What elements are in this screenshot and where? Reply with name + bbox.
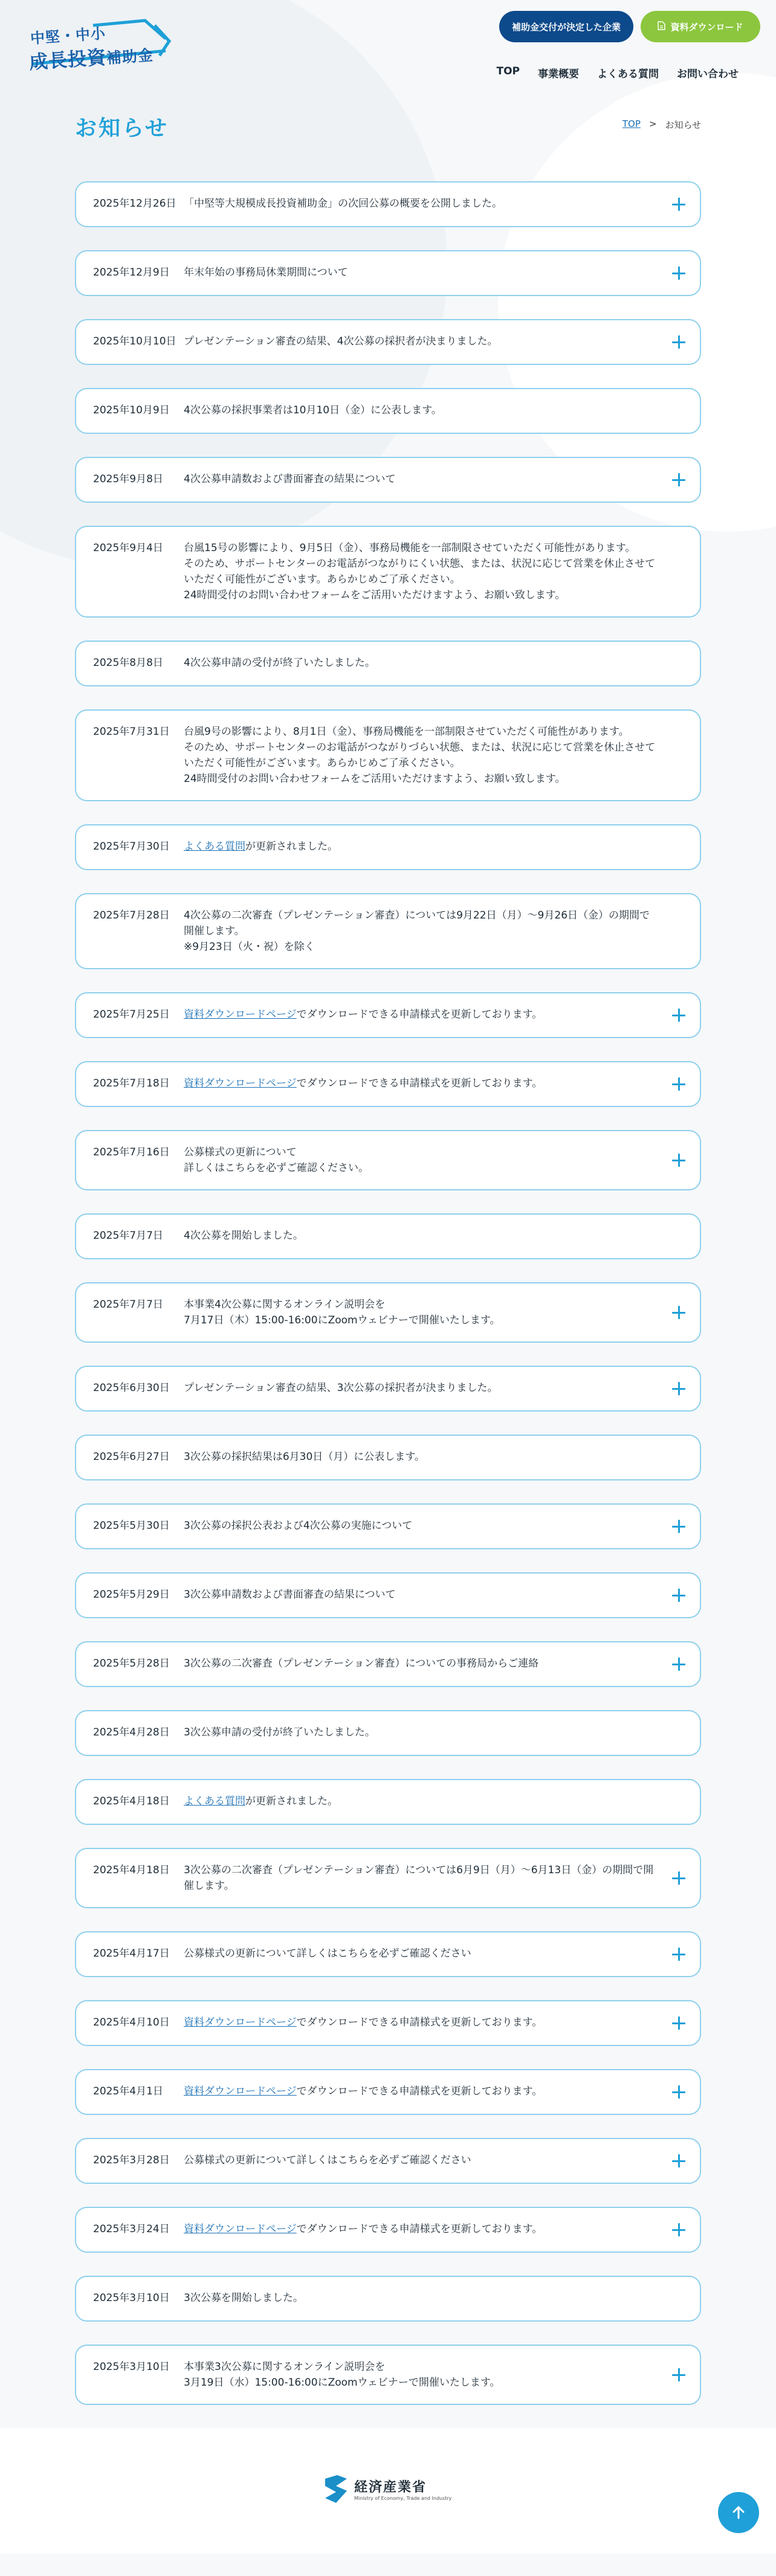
download-button-label: 資料ダウンロード bbox=[670, 21, 743, 33]
news-inline-link[interactable]: 資料ダウンロードページ bbox=[184, 1009, 297, 1021]
breadcrumb-current: お知らせ bbox=[665, 120, 701, 131]
news-date: 2025年6月30日 bbox=[93, 1382, 170, 1394]
plus-icon[interactable] bbox=[672, 1382, 685, 1395]
news-item[interactable] bbox=[75, 824, 701, 870]
news-text-line bbox=[184, 1587, 658, 1603]
news-inline-link[interactable]: 資料ダウンロードページ bbox=[184, 2223, 297, 2235]
news-date: 2025年7月28日 bbox=[93, 909, 170, 922]
news-text bbox=[184, 196, 658, 211]
news-text-line bbox=[184, 265, 658, 280]
news-text-line bbox=[184, 1076, 658, 1091]
news-text-line bbox=[184, 2084, 658, 2099]
news-date: 2025年12月9日 bbox=[93, 266, 170, 279]
news-date: 2025年7月25日 bbox=[93, 1009, 170, 1021]
news-text-segment: でダウンロードできる申請様式を更新しております。 bbox=[296, 2016, 543, 2029]
news-date: 2025年4月1日 bbox=[93, 2085, 163, 2097]
news-text-line bbox=[184, 2152, 658, 2168]
page-title: お知らせ bbox=[75, 116, 169, 141]
news-text bbox=[184, 471, 658, 487]
news-text-segment: でダウンロードできる申請様式を更新しております。 bbox=[296, 1077, 543, 1089]
news-text-segment: 「中堅等大規模成長投資補助金」の次回公募の概要を公開しました。 bbox=[184, 198, 502, 210]
news-text bbox=[184, 2221, 658, 2237]
news-text-segment: そのため、サポートセンターのお電話がつながりづらい状態、または、状況に応じて営業を休止させていただく可能性がございます。あらかじめご了承ください。 bbox=[184, 741, 656, 769]
site-logo[interactable] bbox=[27, 13, 178, 74]
news-text bbox=[184, 2290, 658, 2306]
news-date: 2025年6月27日 bbox=[93, 1451, 170, 1463]
news-text-line bbox=[184, 334, 658, 349]
news-text-line bbox=[184, 1518, 658, 1534]
news-text-segment: 3次公募申請数および書面審査の結果について bbox=[184, 1589, 396, 1601]
plus-icon[interactable] bbox=[672, 1520, 685, 1533]
news-text bbox=[184, 655, 658, 671]
plus-icon[interactable] bbox=[672, 1589, 685, 1602]
news-text-line bbox=[184, 2015, 658, 2030]
news-text-line bbox=[184, 1312, 658, 1328]
news-item[interactable] bbox=[75, 1931, 701, 1977]
news-text-line bbox=[184, 655, 658, 671]
news-text-line bbox=[184, 2359, 658, 2375]
logo-text-line2: 成長投資補助金 bbox=[28, 46, 154, 74]
news-text-line bbox=[184, 1007, 658, 1022]
news-text bbox=[184, 1228, 658, 1244]
news-text-line bbox=[184, 1160, 658, 1176]
news-text bbox=[184, 2084, 658, 2099]
news-text-segment: 3次公募の採択公表および4次公募の実施について bbox=[184, 1520, 413, 1532]
news-text bbox=[184, 908, 658, 955]
news-list bbox=[75, 181, 701, 2405]
news-text-segment: 3次公募の採択結果は6月30日（月）に公表します。 bbox=[184, 1451, 425, 1463]
news-text bbox=[184, 2359, 658, 2390]
news-item[interactable] bbox=[75, 250, 701, 296]
news-text bbox=[184, 334, 658, 349]
plus-icon[interactable] bbox=[672, 1948, 685, 1961]
news-text bbox=[184, 724, 658, 787]
news-item[interactable] bbox=[75, 1779, 701, 1825]
main-nav bbox=[496, 65, 739, 80]
news-text-line bbox=[184, 1656, 658, 1671]
news-text bbox=[184, 1380, 658, 1396]
plus-icon[interactable] bbox=[672, 2223, 685, 2236]
news-text-segment: 4次公募を開始しました。 bbox=[184, 1230, 303, 1242]
nav-contact[interactable]: お問い合わせ bbox=[677, 68, 739, 80]
news-text-line bbox=[184, 1725, 658, 1740]
news-text-line bbox=[184, 1946, 658, 1961]
news-text-segment: 3次公募を開始しました。 bbox=[184, 2292, 303, 2304]
news-date: 2025年3月24日 bbox=[93, 2223, 170, 2235]
adopted-companies-button[interactable]: 補助金交付が決定した企業 bbox=[499, 11, 633, 42]
news-date: 2025年4月18日 bbox=[93, 1795, 170, 1807]
news-text bbox=[184, 2015, 658, 2030]
news-text-segment: 台風15号の影響により、9月5日（金）、事務局機能を一部制限させていただく可能性があります。 bbox=[184, 542, 636, 554]
news-text-segment: そのため、サポートセンターのお電話がつながりにくい状態、または、状況に応じて営業を休止させていただく可能性がございます。あらかじめご了承ください。 bbox=[184, 558, 656, 586]
news-text-segment: 3月19日（水）15:00-16:00にZoomウェビナーで開催いたします。 bbox=[184, 2377, 500, 2389]
news-text-line bbox=[184, 471, 658, 487]
news-item[interactable] bbox=[75, 992, 701, 1038]
news-text-segment: でダウンロードできる申請様式を更新しております。 bbox=[296, 2223, 543, 2235]
news-item[interactable] bbox=[75, 1641, 701, 1687]
news-item[interactable] bbox=[75, 893, 701, 969]
news-text bbox=[184, 1518, 658, 1534]
arrow-up-icon bbox=[731, 2505, 746, 2520]
news-date: 2025年8月8日 bbox=[93, 657, 163, 669]
news-text-segment: ※9月23日（火・祝）を除く bbox=[184, 941, 315, 953]
site-header bbox=[0, 0, 776, 91]
news-text bbox=[184, 1297, 658, 1328]
news-date: 2025年7月7日 bbox=[93, 1230, 163, 1242]
news-text-segment: 3次公募の二次審査（プレゼンテーション審査）についての事務局からご連絡 bbox=[184, 1658, 539, 1670]
logo-text-line1: 中堅・中小 bbox=[30, 25, 106, 47]
nav-overview[interactable]: 事業概要 bbox=[538, 68, 579, 80]
news-text-line bbox=[184, 587, 658, 603]
news-text bbox=[184, 540, 658, 603]
news-date: 2025年10月9日 bbox=[93, 404, 170, 416]
news-item[interactable] bbox=[75, 709, 701, 801]
news-text-line bbox=[184, 939, 658, 955]
meti-english-name: Ministry of Economy, Trade and Industry bbox=[354, 2496, 452, 2501]
plus-icon[interactable] bbox=[672, 198, 685, 211]
news-text bbox=[184, 1946, 658, 1961]
news-text-line bbox=[184, 1144, 658, 1160]
news-text-segment: プレゼンテーション審査の結果、3次公募の採択者が決まりました。 bbox=[184, 1382, 498, 1394]
news-date: 2025年5月30日 bbox=[93, 1520, 170, 1532]
news-text bbox=[184, 1793, 658, 1809]
news-date: 2025年3月10日 bbox=[93, 2361, 170, 2373]
news-text-line bbox=[184, 1380, 658, 1396]
news-item[interactable] bbox=[75, 1282, 701, 1343]
news-item[interactable] bbox=[75, 1130, 701, 1190]
news-text-segment: が更新されました。 bbox=[245, 841, 338, 853]
news-text-line bbox=[184, 908, 658, 939]
plus-icon[interactable] bbox=[672, 1871, 685, 1885]
news-text-segment: 7月17日（木）15:00-16:00にZoomウェビナーで開催いたします。 bbox=[184, 1314, 500, 1326]
news-text bbox=[184, 1144, 658, 1176]
news-inline-link[interactable]: よくある質問 bbox=[184, 841, 245, 853]
news-item[interactable] bbox=[75, 2207, 701, 2253]
news-text-segment: でダウンロードできる申請様式を更新しております。 bbox=[296, 2085, 543, 2097]
news-text-segment: 公募様式の更新について bbox=[184, 1146, 297, 1158]
news-text-segment: 本事業4次公募に関するオンライン説明会を bbox=[184, 1299, 386, 1311]
plus-icon[interactable] bbox=[672, 473, 685, 486]
news-text-segment: 24時間受付のお問い合わせフォームをご活用いただけますよう、お願い致します。 bbox=[184, 773, 566, 785]
news-text-line bbox=[184, 1862, 658, 1894]
news-text bbox=[184, 1862, 658, 1894]
news-date: 2025年7月18日 bbox=[93, 1077, 170, 1089]
news-item[interactable] bbox=[75, 319, 701, 365]
news-text bbox=[184, 1725, 658, 1740]
site-footer bbox=[0, 2428, 776, 2554]
page-top-button[interactable] bbox=[718, 2492, 759, 2533]
plus-icon[interactable] bbox=[672, 1077, 685, 1091]
meti-emblem-icon bbox=[323, 2474, 349, 2504]
news-date: 2025年3月10日 bbox=[93, 2292, 170, 2304]
news-item[interactable] bbox=[75, 526, 701, 618]
news-text-line bbox=[184, 740, 658, 771]
news-text-line bbox=[184, 2375, 658, 2390]
nav-top[interactable]: TOP bbox=[496, 65, 520, 77]
news-text-line bbox=[184, 540, 658, 556]
news-text bbox=[184, 1587, 658, 1603]
news-date: 2025年3月28日 bbox=[93, 2154, 170, 2166]
news-item[interactable] bbox=[75, 1061, 701, 1107]
news-text-segment: 24時間受付のお問い合わせフォームをご活用いただけますよう、お願い致します。 bbox=[184, 589, 566, 601]
news-item[interactable] bbox=[75, 1213, 701, 1259]
news-text bbox=[184, 265, 658, 280]
breadcrumb-separator: > bbox=[648, 118, 657, 129]
news-item[interactable] bbox=[75, 457, 701, 503]
plus-icon[interactable] bbox=[672, 1154, 685, 1167]
news-date: 2025年4月10日 bbox=[93, 2016, 170, 2029]
breadcrumb bbox=[622, 118, 701, 131]
news-text-segment: 詳しくはこちらを必ずご確認ください。 bbox=[184, 1162, 369, 1174]
news-text-segment: 3次公募申請の受付が終了いたしました。 bbox=[184, 1726, 375, 1738]
news-item[interactable] bbox=[75, 1572, 701, 1618]
news-item[interactable] bbox=[75, 388, 701, 434]
news-item[interactable] bbox=[75, 1366, 701, 1412]
plus-icon[interactable] bbox=[672, 2368, 685, 2381]
news-inline-link[interactable]: 資料ダウンロードページ bbox=[184, 2085, 297, 2097]
news-text-segment: 4次公募申請数および書面審査の結果について bbox=[184, 473, 396, 485]
news-text-line bbox=[184, 1449, 658, 1465]
news-text-segment: 公募様式の更新について詳しくはこちらを必ずご確認ください bbox=[184, 1948, 471, 1960]
news-text-line bbox=[184, 1228, 658, 1244]
news-date: 2025年7月31日 bbox=[93, 726, 170, 738]
news-item[interactable] bbox=[75, 2276, 701, 2322]
news-text bbox=[184, 1656, 658, 1671]
news-text-segment: 年末年始の事務局休業期間について bbox=[184, 266, 348, 279]
news-text-segment: 公募様式の更新について詳しくはこちらを必ずご確認ください bbox=[184, 2154, 471, 2166]
news-inline-link[interactable]: 資料ダウンロードページ bbox=[184, 2016, 297, 2029]
news-text-line bbox=[184, 2221, 658, 2237]
news-text-segment: 台風9号の影響により、8月1日（金）、事務局機能を一部制限させていただく可能性があります。 bbox=[184, 726, 629, 738]
news-date: 2025年4月28日 bbox=[93, 1726, 170, 1738]
news-item[interactable] bbox=[75, 2345, 701, 2405]
news-item[interactable] bbox=[75, 641, 701, 686]
news-text-line bbox=[184, 1793, 658, 1809]
news-date: 2025年7月7日 bbox=[93, 1299, 163, 1311]
plus-icon[interactable] bbox=[672, 1306, 685, 1319]
news-date: 2025年12月26日 bbox=[93, 198, 176, 210]
breadcrumb-top-link[interactable]: TOP bbox=[622, 118, 641, 129]
news-item[interactable] bbox=[75, 2138, 701, 2184]
plus-icon[interactable] bbox=[672, 335, 685, 349]
download-button[interactable] bbox=[641, 11, 760, 42]
news-text bbox=[184, 839, 658, 854]
news-text-line bbox=[184, 196, 658, 211]
meti-name: 経済産業省 bbox=[354, 2480, 427, 2495]
news-text bbox=[184, 1007, 658, 1022]
news-item[interactable] bbox=[75, 2000, 701, 2046]
plus-icon[interactable] bbox=[672, 2154, 685, 2168]
news-text-segment: 本事業3次公募に関するオンライン説明会を bbox=[184, 2361, 386, 2373]
news-item[interactable] bbox=[75, 2069, 701, 2115]
news-text-segment: 4次公募申請の受付が終了いたしました。 bbox=[184, 657, 375, 669]
news-item[interactable] bbox=[75, 1503, 701, 1549]
news-text-line bbox=[184, 2290, 658, 2306]
news-date: 2025年10月10日 bbox=[93, 335, 176, 347]
news-text-line bbox=[184, 771, 658, 787]
news-date: 2025年9月4日 bbox=[93, 542, 163, 554]
news-item[interactable] bbox=[75, 1848, 701, 1908]
plus-icon[interactable] bbox=[672, 1009, 685, 1022]
news-inline-link[interactable]: 資料ダウンロードページ bbox=[184, 1077, 297, 1089]
plus-icon[interactable] bbox=[672, 2016, 685, 2030]
news-text-segment: プレゼンテーション審査の結果、4次公募の採択者が決まりました。 bbox=[184, 335, 498, 347]
news-text-segment: 4次公募の二次審査（プレゼンテーション審査）については9月22日（月）〜9月26日（金）の期間で開催します。 bbox=[184, 909, 650, 937]
news-text bbox=[184, 402, 658, 418]
news-text-line bbox=[184, 839, 658, 854]
news-text-segment: でダウンロードできる申請様式を更新しております。 bbox=[296, 1009, 543, 1021]
news-item[interactable] bbox=[75, 181, 701, 227]
news-text bbox=[184, 1449, 658, 1465]
news-text-line bbox=[184, 724, 658, 740]
news-text-line bbox=[184, 1297, 658, 1312]
news-date: 2025年5月28日 bbox=[93, 1658, 170, 1670]
news-text-segment: 3次公募の二次審査（プレゼンテーション審査）については6月9日（月）〜6月13日（金）の期間で開催します。 bbox=[184, 1864, 654, 1892]
news-date: 2025年4月18日 bbox=[93, 1864, 170, 1876]
news-text-line bbox=[184, 402, 658, 418]
plus-icon[interactable] bbox=[672, 1658, 685, 1671]
document-icon bbox=[658, 21, 665, 33]
news-text-segment: 4次公募の採択事業者は10月10日（金）に公表します。 bbox=[184, 404, 442, 416]
news-text bbox=[184, 2152, 658, 2168]
news-item[interactable] bbox=[75, 1710, 701, 1756]
news-date: 2025年7月16日 bbox=[93, 1146, 170, 1158]
news-text-line bbox=[184, 556, 658, 587]
nav-faq[interactable]: よくある質問 bbox=[597, 68, 659, 80]
news-text-segment: が更新されました。 bbox=[245, 1795, 338, 1807]
news-date: 2025年5月29日 bbox=[93, 1589, 170, 1601]
meti-logo[interactable] bbox=[323, 2474, 451, 2504]
news-item[interactable] bbox=[75, 1435, 701, 1480]
news-date: 2025年7月30日 bbox=[93, 841, 170, 853]
news-text bbox=[184, 1076, 658, 1091]
news-date: 2025年9月8日 bbox=[93, 473, 163, 485]
news-date: 2025年4月17日 bbox=[93, 1948, 170, 1960]
plus-icon[interactable] bbox=[672, 266, 685, 280]
plus-icon[interactable] bbox=[672, 2085, 685, 2099]
news-inline-link[interactable]: よくある質問 bbox=[184, 1795, 245, 1807]
